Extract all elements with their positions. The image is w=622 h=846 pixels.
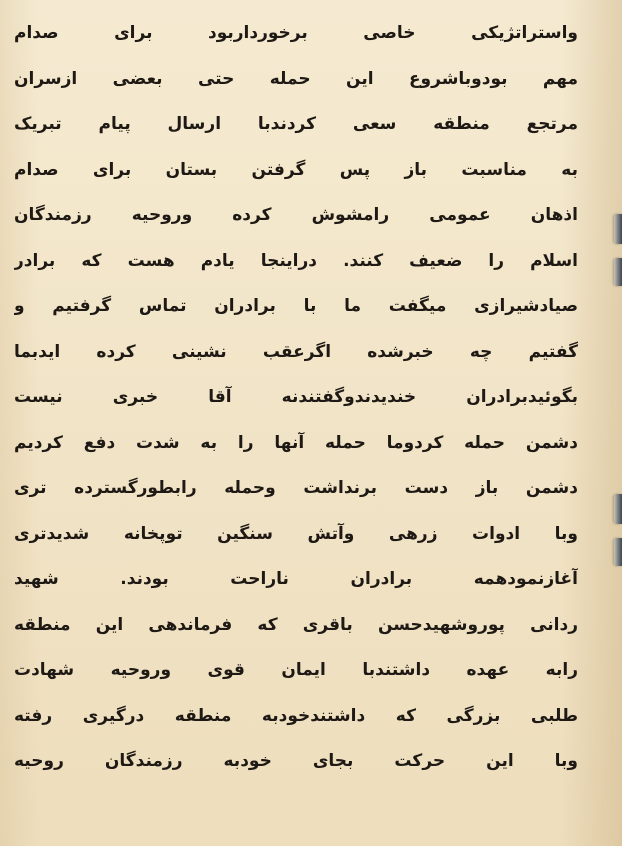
text-line: به مناسبت باز پس گرفتن بستان برای صدام (14, 159, 578, 180)
text-line: طلبی بزرگی که داشتندخودبه منطقه درگیری رفته (14, 705, 578, 726)
binding-staple (614, 494, 622, 524)
text-line: مهم بودوباشروع این حمله حتی بعضی ازسران (14, 68, 578, 89)
text-line: آغازنمودهمه برادران ناراحت بودند. شهید (14, 569, 578, 589)
text-line: اذهان عمومی رامشوش کرده وروحیه رزمندگان (14, 205, 578, 225)
text-line: ردانی پوروشهیدحسن باقری که فرماندهی این منطقه (14, 614, 578, 635)
text-line: رابه عهده داشتندبا ایمان قوی وروحیه شهادت (14, 660, 578, 680)
text-line: بگوئیدبرادران خندیدندوگفتندنه آقا خبری نیست (14, 387, 578, 407)
text-line: اسلام را ضعیف کنند. دراینجا یادم هست که برادر (14, 250, 578, 271)
text-line: مرتجع منطقه سعی کردندبا ارسال پیام تبریک (14, 114, 578, 134)
text-line: وبا این حرکت بجای خودبه رزمندگان روحیه (14, 751, 578, 771)
binding-staple (614, 538, 622, 566)
text-line: واستراتژیکی خاصی برخورداربود برای صدام (14, 23, 578, 43)
text-line: دشمن حمله کردوما حمله آنها را به شدت دفع کردیم (14, 432, 578, 453)
body-text (14, 14, 578, 788)
binding-staple (614, 214, 622, 244)
text-line: وبا ادوات زرهی وآتش سنگین توپخانه شدیدتری (14, 523, 578, 544)
binding-staple (614, 258, 622, 286)
text-line: گفتیم چه خبرشده اگرعقب نشینی کرده ایدبما (14, 341, 578, 362)
text-line: دشمن باز دست برنداشت وحمله رابطورگسترده تری (14, 478, 578, 498)
text-line: صیادشیرازی میگفت ما با برادران تماس گرفتیم و (14, 296, 578, 316)
